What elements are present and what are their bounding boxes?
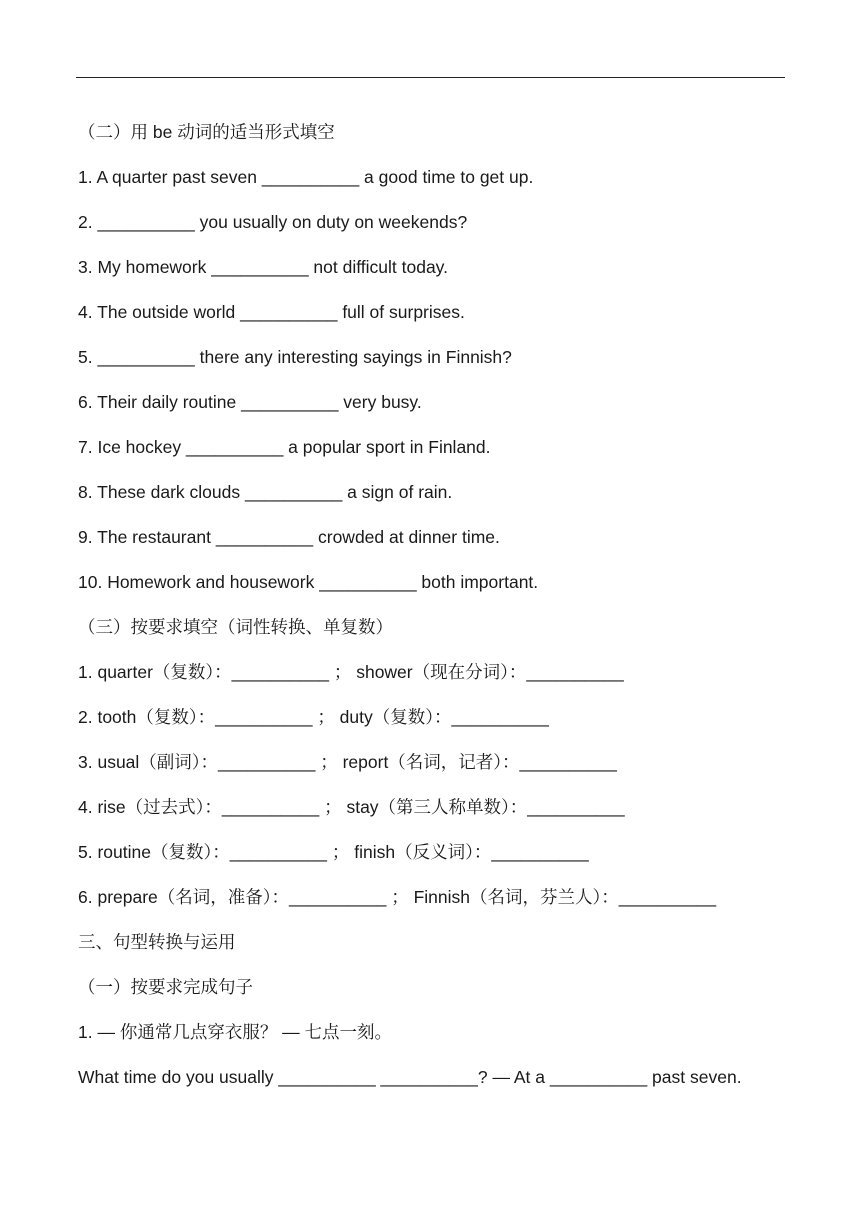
exercise-line: 6. Their daily routine __________ very busy.	[78, 392, 422, 412]
header-rule	[76, 77, 785, 78]
exercise-line: 5. routine（复数）：__________ ； finish（反义词）：__________	[78, 842, 589, 862]
exercise-line: 3. My homework __________ not difficult today.	[78, 257, 448, 277]
exercise-line: 1. A quarter past seven __________ a good time to get up.	[78, 167, 534, 187]
exercise-line: 7. Ice hockey __________ a popular sport in Finland.	[78, 437, 491, 457]
exercise-line: 2. __________ you usually on duty on weekends?	[78, 212, 468, 232]
exercise-line: What time do you usually __________ __________? — At a __________ past seven.	[78, 1067, 742, 1087]
section-heading-word-forms: （三）按要求填空（词性转换、单复数）	[78, 617, 393, 637]
exercise-line: 2. tooth（复数）：__________ ； duty（复数）：__________	[78, 707, 549, 727]
exercise-prompt-chinese: 1. — 你通常几点穿衣服？ — 七点一刻。	[78, 1022, 393, 1042]
exercise-line: 4. The outside world __________ full of surprises.	[78, 302, 465, 322]
exercise-line: 9. The restaurant __________ crowded at dinner time.	[78, 527, 500, 547]
worksheet-content	[78, 110, 783, 1100]
section-heading-sentence-patterns: 三、句型转换与运用	[78, 932, 236, 952]
exercise-line: 6. prepare（名词，准备）：__________ ； Finnish（名词，芬兰人）：__________	[78, 887, 717, 907]
exercise-line: 8. These dark clouds __________ a sign of rain.	[78, 482, 453, 502]
exercise-line: 4. rise（过去式）：__________ ； stay（第三人称单数）：__________	[78, 797, 625, 817]
exercise-line: 3. usual（副词）：__________ ； report（名词，记者）：__________	[78, 752, 617, 772]
subsection-heading-complete-sentences: （一）按要求完成句子	[78, 977, 253, 997]
exercise-line: 1. quarter（复数）：__________ ； shower（现在分词）：__________	[78, 662, 624, 682]
exercise-line: 5. __________ there any interesting sayings in Finnish?	[78, 347, 512, 367]
exercise-line: 10. Homework and housework __________ both important.	[78, 572, 539, 592]
section-heading-be-verb: （二）用 be 动词的适当形式填空	[78, 122, 335, 142]
